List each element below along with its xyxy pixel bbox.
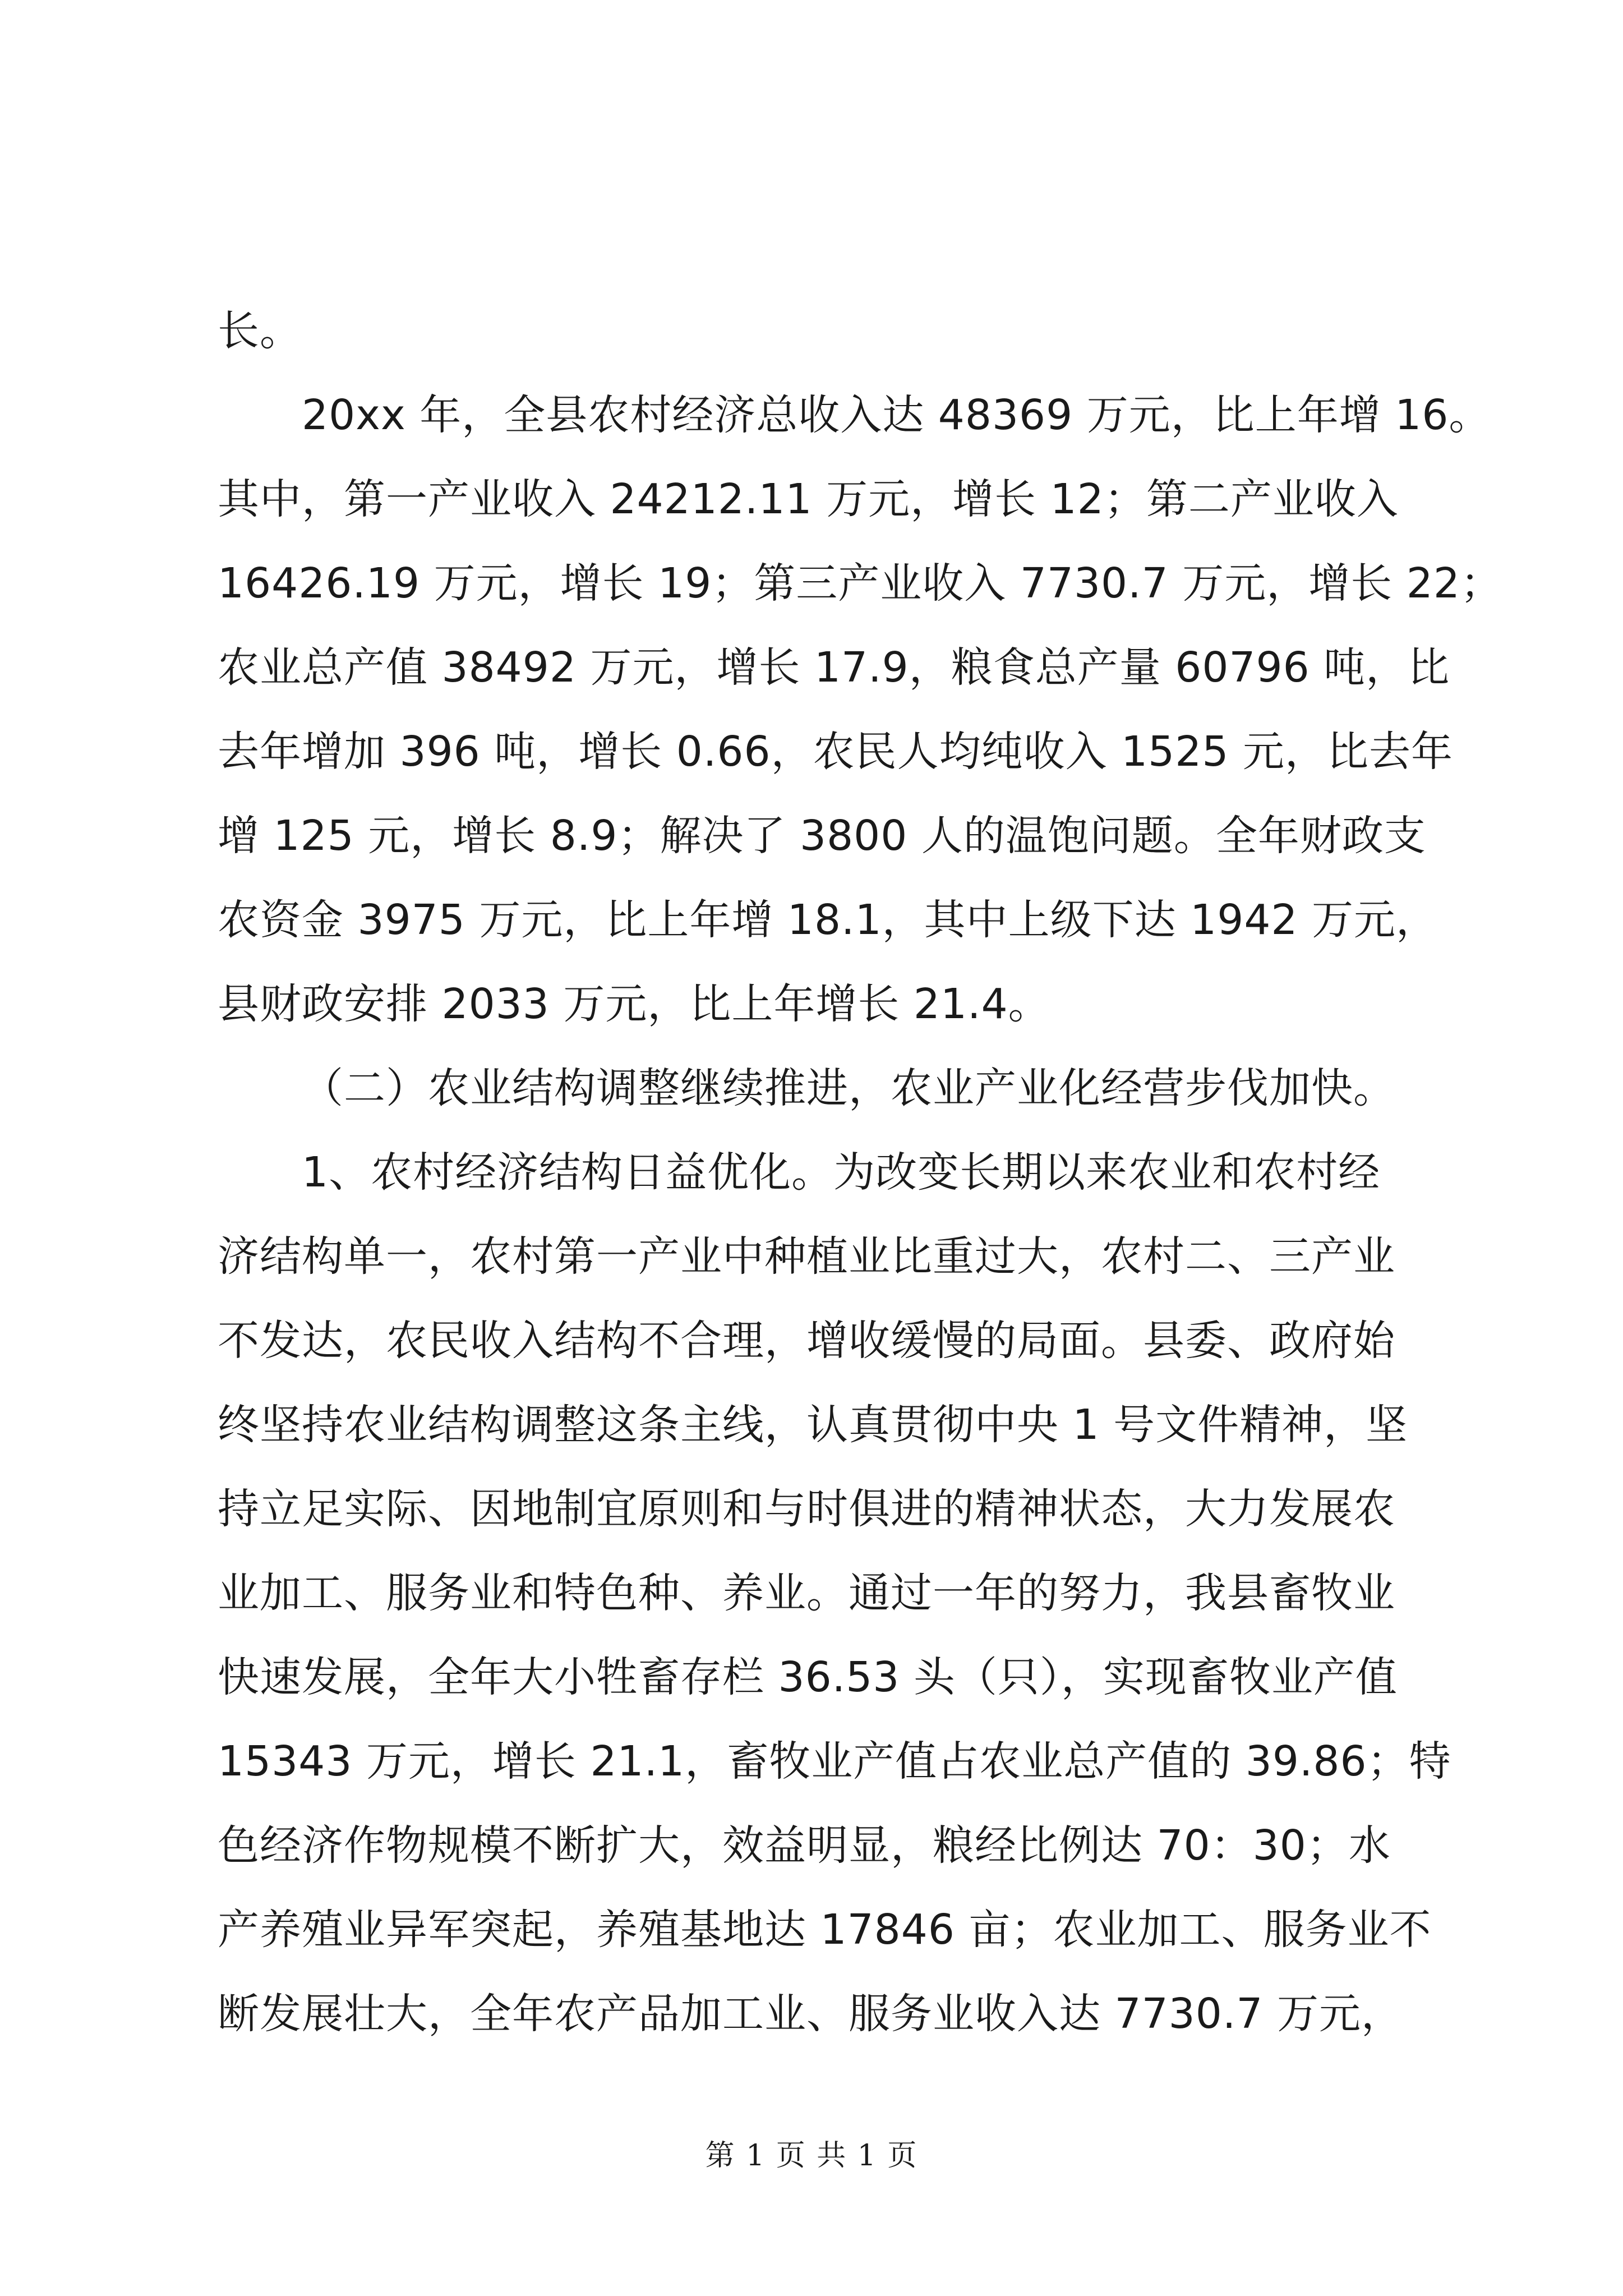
text-line-11: 1、农村经济结构日益优化。为改变长期以来农业和农村经 [302, 1148, 1381, 1197]
text-line-4: 16426.19 万元，增长 19；第三产业收入 7730.7 万元，增长 22； [218, 559, 1502, 608]
text-line-15: 持立足实际、因地制宜原则和与时俱进的精神状态，大力发展农 [218, 1485, 1395, 1533]
text-line-6: 去年增加 396 吨，增长 0.66，农民人均纯收入 1525 元，比去年 [218, 728, 1453, 776]
text-line-3: 其中，第一产业收入 24212.11 万元，增长 12；第二产业收入 [218, 475, 1399, 523]
text-line-17: 快速发展，全年大小牲畜存栏 36.53 头（只），实现畜牧业产值 [218, 1653, 1398, 1701]
text-line-19: 色经济作物规模不断扩大，效益明显，粮经比例达 70：30；水 [218, 1821, 1391, 1870]
text-line-20: 产养殖业异军突起，养殖基地达 17846 亩；农业加工、服务业不 [218, 1906, 1432, 1954]
text-line-12: 济结构单一，农村第一产业中种植业比重过大，农村二、三产业 [218, 1232, 1395, 1281]
text-line-18: 15343 万元，增长 21.1，畜牧业产值占农业总产值的 39.86；特 [218, 1737, 1451, 1786]
text-line-16: 业加工、服务业和特色种、养业。通过一年的努力，我县畜牧业 [218, 1569, 1395, 1617]
text-line-1: 长。 [218, 307, 302, 355]
text-line-21: 断发展壮大，全年农产品加工业、服务业收入达 7730.7 万元， [218, 1990, 1403, 2038]
page-footer: 第 1 页 共 1 页 [705, 2139, 918, 2173]
text-line-7: 增 125 元，增长 8.9；解决了 3800 人的温饱问题。全年财政支 [218, 812, 1426, 860]
text-line-13: 不发达，农民收入结构不合理，增收缓慢的局面。县委、政府始 [218, 1317, 1395, 1365]
text-line-14: 终坚持农业结构调整这条主线，认真贯彻中央 1 号文件精神，坚 [218, 1401, 1408, 1449]
text-line-9: 县财政安排 2033 万元，比上年增长 21.4。 [218, 980, 1050, 1028]
section-heading: （二）农业结构调整继续推进，农业产业化经营步伐加快。 [302, 1064, 1395, 1112]
text-line-5: 农业总产值 38492 万元，增长 17.9，粮食总产量 60796 吨，比 [218, 643, 1450, 692]
text-line-2: 20xx 年，全县农村经济总收入达 48369 万元，比上年增 16。 [302, 391, 1491, 439]
text-line-8: 农资金 3975 万元，比上年增 18.1，其中上级下达 1942 万元， [218, 896, 1438, 944]
